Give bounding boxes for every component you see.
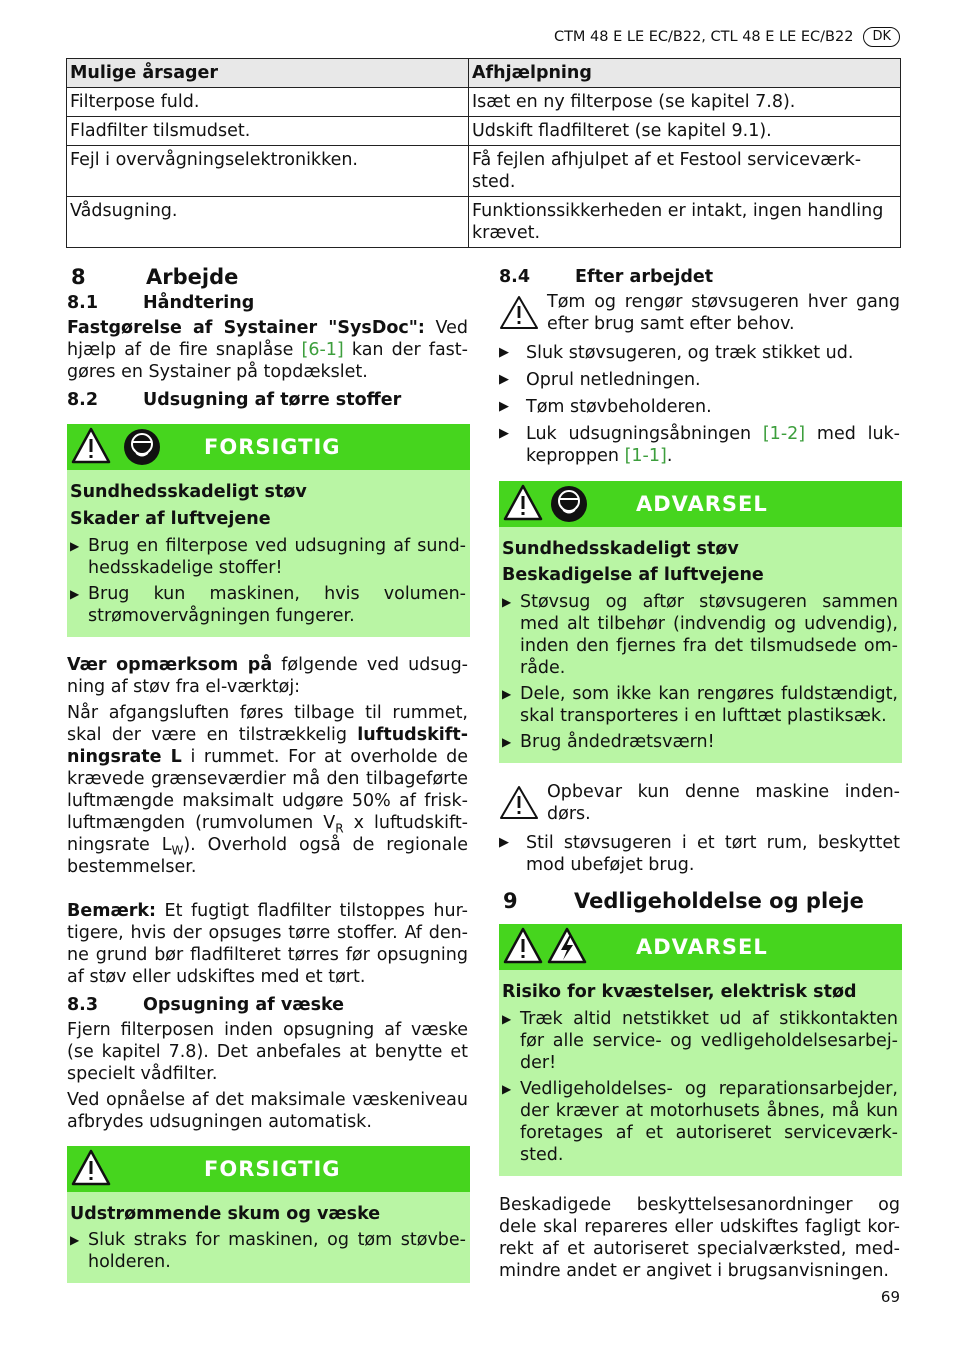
troubleshooting-table: [66, 58, 901, 248]
subsection-heading: [499, 266, 900, 288]
subsection-heading: [67, 994, 468, 1016]
table-row: [67, 146, 901, 197]
warning-triangle-icon: [71, 427, 111, 471]
electric-shock-icon: [547, 927, 587, 971]
text: x luftudskift-ningsrate L: [67, 813, 468, 855]
section-title: Vedligeholdelse og pleje: [574, 889, 864, 913]
warning-box-header: [499, 924, 902, 970]
hazard-line: Risiko for kvæstelser, elektrisk stød: [502, 982, 857, 1002]
text: i rummet. For at overholde de krævede grænseværdier må den tilbageførte luftmængde maksimalt udgøre 50% af frisk-luftmængden (rumvolumen V: [67, 747, 468, 833]
warning-label: ADVARSEL: [636, 492, 768, 516]
table-row: [67, 197, 901, 248]
warning-box-body: [499, 527, 902, 763]
warning-text: Tøm og rengør støvsugeren hver gang efter brug samt efter behov.: [547, 292, 900, 334]
bullet-arrow-icon: ▶: [502, 595, 512, 609]
bold-text: luftudskift-ningsrate L: [67, 725, 468, 767]
list-item-text: Støvsug og aftør støvsugeren sammen med alt tilbehør (indvendig og udvendig), inden den fjernes fra det tilsmudsede om-råde.: [520, 592, 898, 678]
paragraph: [67, 900, 468, 988]
hazard-line: Sundhedsskadeligt støv: [70, 482, 307, 502]
step-item: [499, 832, 900, 876]
table-cell: Udskift fladfilteret (se kapitel 9.1).: [469, 117, 901, 146]
left-column: [67, 266, 468, 1283]
list-item-text: Brug en filterpose ved udsugning af sund-hedsskadelige stoffer!: [88, 536, 466, 578]
list-item: [70, 583, 466, 627]
respirator-mask-icon: [549, 485, 589, 529]
bullet-arrow-icon: ▶: [502, 1012, 512, 1026]
text: Luk udsugningsåbningen: [526, 424, 752, 444]
subscript: W: [171, 843, 184, 858]
hazard-line: Skader af luftvejene: [70, 509, 271, 529]
step-text: Tøm støvbeholderen.: [526, 397, 712, 417]
bold-lead: Fastgørelse af Systainer "SysDoc":: [67, 318, 425, 338]
caution-label: FORSIGTIG: [204, 1157, 341, 1181]
caution-box: [67, 424, 470, 637]
step-text: [526, 423, 900, 467]
text: kan der fast-gøres en Systainer på topdækslet.: [67, 340, 468, 382]
step-item: [499, 342, 900, 364]
table-cell: Fejl i overvågningselektronikken.: [67, 146, 469, 197]
hazard-line: Sundhedsskadeligt støv: [502, 539, 739, 559]
subsection-number: 8.3: [67, 995, 99, 1015]
bullet-arrow-icon: ▶: [502, 1082, 512, 1096]
subsection-heading: [67, 292, 468, 314]
right-column: [499, 266, 900, 1282]
text: med luk-keproppen: [526, 424, 900, 466]
warning-triangle-icon: [499, 291, 547, 337]
list-item: [502, 591, 898, 679]
table-cell: Få fejlen afhjulpet af et Festool serviceværk-sted.: [469, 146, 901, 197]
caution-box-body: [67, 470, 470, 637]
table-cell: Filterpose fuld.: [67, 88, 469, 117]
subsection-number: 8.1: [67, 293, 99, 313]
warning-text: Opbevar kun denne maskine inden-dørs.: [547, 782, 900, 824]
list-item-text: Brug åndedrætsværn!: [520, 732, 715, 752]
step-arrow-icon: ▶: [499, 345, 509, 360]
warning-triangle-icon: [71, 1149, 111, 1193]
section-number: 9: [503, 889, 518, 913]
page-number: 69: [880, 1288, 900, 1306]
step-arrow-icon: ▶: [499, 399, 509, 414]
text: ). Overhold også de regionale bestemmelser.: [67, 835, 468, 877]
model-name: CTM 48 E LE EC/B22, CTL 48 E LE EC/B22: [553, 29, 854, 45]
text: Når afgangsluften føres tilbage til rummet, skal der være en tilstrækkelig: [67, 703, 468, 745]
paragraph: Beskadigede beskyttelsesanordninger og dele skal repareres eller udskiftes fagligt kor-rekt af et autoriseret specialværksted, med-mindre andet er angivet i brugsanvisningen.: [499, 1195, 900, 1281]
list-item: [502, 1008, 898, 1074]
section-number: 8: [71, 265, 86, 289]
bullet-arrow-icon: ▶: [502, 735, 512, 749]
bullet-arrow-icon: ▶: [70, 539, 80, 553]
step-arrow-icon: ▶: [499, 835, 509, 850]
hazard-line: Udstrømmende skum og væske: [70, 1204, 381, 1224]
subsection-title: Opsugning af væske: [143, 995, 345, 1015]
step-text: Oprul netledningen.: [526, 370, 701, 390]
subsection-title: Udsugning af tørre stoffer: [143, 390, 402, 410]
step-arrow-icon: ▶: [499, 372, 509, 387]
paragraph: [67, 317, 468, 383]
bold-lead: Vær opmærksom på: [67, 655, 273, 675]
column-header: Afhjælpning: [469, 59, 901, 88]
text: .: [666, 446, 673, 466]
warning-label: ADVARSEL: [636, 935, 768, 959]
subsection-heading: [67, 389, 468, 411]
table-header-row: [67, 59, 901, 88]
respirator-mask-icon: [122, 428, 162, 472]
warning-triangle-icon: [499, 781, 547, 827]
list-item: [502, 731, 898, 753]
bullet-arrow-icon: ▶: [70, 587, 80, 601]
table-row: [67, 88, 901, 117]
list-item-text: Dele, som ikke kan rengøres fuldstændigt, skal transporteres i en lufttæt plastiksæk.: [520, 684, 898, 726]
warning-triangle-icon: [503, 927, 543, 971]
step-item: [499, 423, 900, 467]
table-cell: Isæt en ny filterpose (se kapitel 7.8).: [469, 88, 901, 117]
list-item: [70, 1229, 466, 1273]
bold-lead: Bemærk:: [67, 901, 157, 921]
subsection-title: Efter arbejdet: [575, 267, 714, 287]
subsection-number: 8.2: [67, 390, 99, 410]
section-title: Arbejde: [146, 265, 239, 289]
text: Et fugtigt fladfilter tilstoppes hur-tigere, hvis der opsuges tørre stoffer. Af den-ne grund bør fladfilteret tørres før opsugning af støv eller udskiftes med et tørt.: [67, 901, 468, 987]
caution-box-header: [67, 424, 470, 470]
list-item-text: Brug kun maskinen, hvis volumen-strømovervågningen fungerer.: [88, 584, 466, 626]
page-header: [554, 26, 900, 48]
list-item: [70, 535, 466, 579]
caution-label: FORSIGTIG: [204, 435, 341, 459]
paragraph: Fjern filterposen inden opsugning af væske (se kapitel 7.8). Det anbefales at benytte et specielt vådfilter.: [67, 1020, 468, 1084]
subsection-number: 8.4: [499, 267, 531, 287]
subscript: R: [335, 821, 344, 836]
caution-box-body: [67, 1192, 470, 1283]
column-header: Mulige årsager: [67, 59, 469, 88]
language-badge: DK: [863, 27, 900, 47]
step-text: Stil støvsugeren i et tørt rum, beskyttet mod ubeføjet brug.: [526, 833, 900, 875]
caution-box: [67, 1146, 470, 1283]
bullet-arrow-icon: ▶: [502, 687, 512, 701]
bullet-arrow-icon: ▶: [70, 1233, 80, 1247]
text: følgende ved udsug-ning af støv fra el-værktøj:: [67, 655, 469, 697]
section-heading: [67, 266, 468, 288]
step-item: [499, 369, 900, 391]
warning-note: [499, 291, 900, 337]
warning-triangle-icon: [503, 484, 543, 528]
list-item-text: Sluk straks for maskinen, og tøm støvbe-holderen.: [88, 1230, 466, 1272]
step-arrow-icon: ▶: [499, 426, 509, 441]
caution-box-header: [67, 1146, 470, 1192]
table-row: [67, 117, 901, 146]
figure-reference: [6-1]: [301, 340, 344, 360]
warning-note: [499, 781, 900, 827]
text: Ved hjælp af de fire snaplåse: [67, 318, 468, 360]
table-cell: Funktionssikkerheden er intakt, ingen handling krævet.: [469, 197, 901, 248]
warning-box-header: [499, 481, 902, 527]
paragraph: [67, 702, 468, 878]
figure-reference: [1-1]: [624, 446, 667, 466]
step-item: [499, 396, 900, 418]
section-heading: [499, 890, 900, 912]
paragraph: Ved opnåelse af det maksimale væskeniveau afbrydes udsugningen automatisk.: [67, 1090, 468, 1132]
step-text: Sluk støvsugeren, og træk stikket ud.: [526, 343, 854, 363]
list-item: [502, 683, 898, 727]
list-item-text: Vedligeholdelses- og reparationsarbejder, der kræver at motorhusets åbnes, må kun foretages af et autoriseret serviceværk-sted.: [520, 1079, 898, 1165]
warning-box: [499, 481, 902, 763]
warning-box-body: [499, 970, 902, 1176]
table-cell: Vådsugning.: [67, 197, 469, 248]
list-item-text: Træk altid netstikket ud af stikkontakten før alle service- og vedligeholdelsesarbej-der!: [520, 1009, 898, 1073]
figure-reference: [1-2]: [762, 424, 806, 444]
hazard-line: Beskadigelse af luftvejene: [502, 565, 764, 585]
warning-box: [499, 924, 902, 1176]
table-cell: Fladfilter tilsmudset.: [67, 117, 469, 146]
paragraph: [67, 654, 468, 698]
subsection-title: Håndtering: [143, 293, 255, 313]
list-item: [502, 1078, 898, 1166]
